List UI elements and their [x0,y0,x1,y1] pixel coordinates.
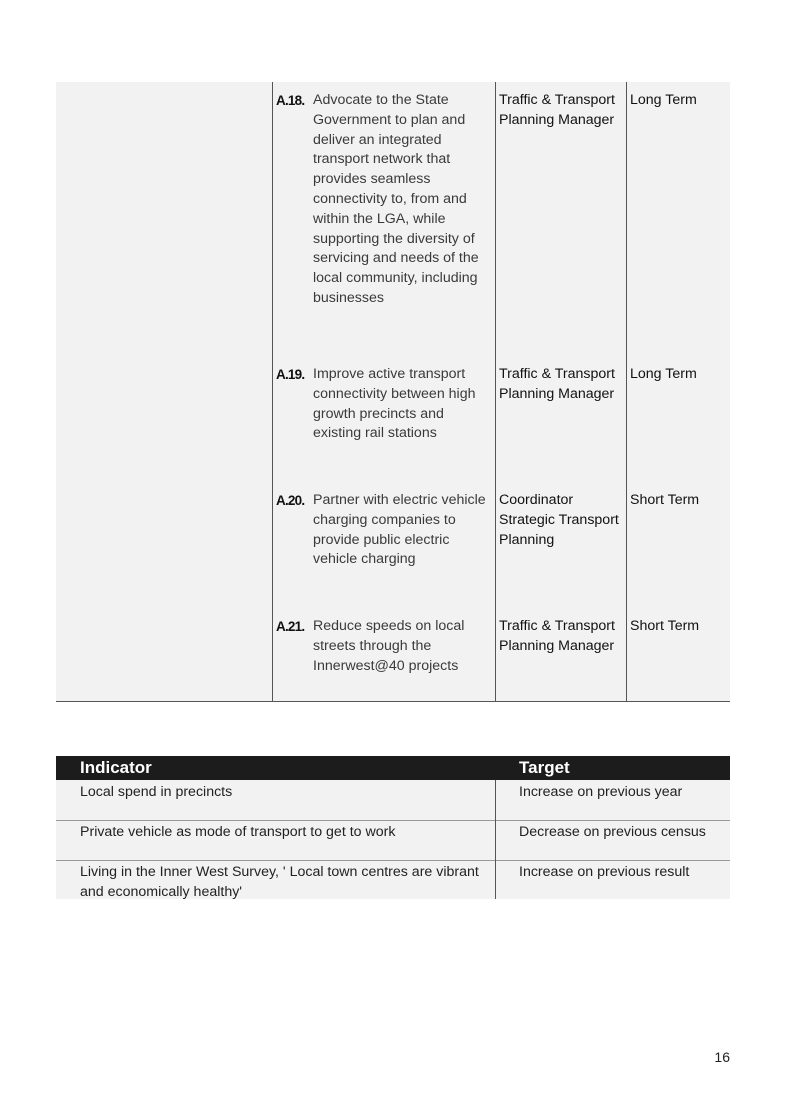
action-description: Advocate to the State Government to plan and deliver an integrated transport network that provides seamless connectivity to, from and within the LGA, while supporting the diversity of servicing and needs of the local community, including businesses [313,92,479,306]
column-divider [495,780,496,899]
actions-table [56,82,730,702]
action-description: Partner with electric vehicle charging companies to provide public electric vehicle charging [313,492,486,568]
indicator-table-header [56,756,730,780]
column-divider [272,82,273,701]
action-timeframe: Short Term [630,492,700,508]
target-column-header: Target [519,758,570,777]
target-cell: Increase on previous year [519,784,683,800]
action-timeframe: Long Term [630,366,697,382]
action-responsibility: Coordinator Strategic Transport Planning [499,492,619,548]
action-timeframe: Short Term [630,618,700,634]
indicator-row [56,821,730,861]
action-responsibility: Traffic & Transport Planning Manager [499,618,615,654]
action-responsibility: Traffic & Transport Planning Manager [499,366,615,402]
action-description: Reduce speeds on local streets through the Innerwest@40 projects [313,618,465,674]
target-cell: Decrease on previous census [519,824,706,840]
action-code: A.19. [276,367,305,382]
indicator-row [56,861,730,899]
page-number: 16 [714,1049,730,1065]
indicator-cell: Local spend in precincts [80,784,233,800]
action-description: Improve active transport connectivity between high growth precincts and existing rail stations [313,366,476,442]
action-code: A.20. [276,493,305,508]
indicator-table [56,756,730,899]
indicator-cell: Living in the Inner West Survey, ' Local town centres are vibrant and economically healthy' [80,864,479,900]
action-timeframe: Long Term [630,92,697,108]
action-code: A.21. [276,619,305,634]
indicator-cell: Private vehicle as mode of transport to get to work [80,824,396,840]
indicator-row [56,780,730,821]
indicator-column-header: Indicator [80,758,152,777]
action-responsibility: Traffic & Transport Planning Manager [499,92,615,128]
column-divider [495,82,496,701]
target-cell: Increase on previous result [519,864,690,880]
action-code: A.18. [276,93,305,108]
column-divider [626,82,627,701]
